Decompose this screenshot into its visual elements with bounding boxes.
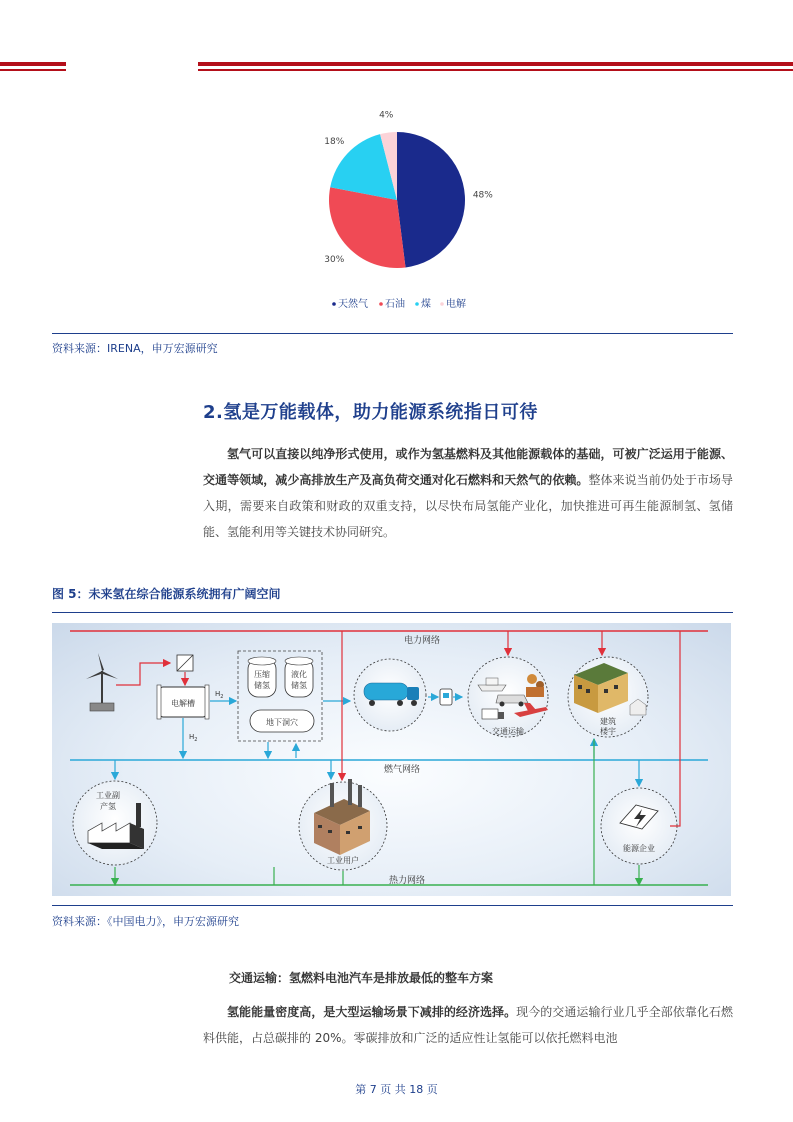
electrolyzer-label: 电解槽 (171, 699, 195, 708)
legend-label-3: 煤 (421, 299, 431, 310)
legend-label-4: 电解 (446, 299, 466, 310)
pie-label-4: 4% (379, 110, 394, 121)
legend-marker-4 (440, 302, 444, 306)
converter-icon (177, 655, 193, 671)
pie-label-2: 30% (324, 254, 345, 265)
compressed-label-2: 储氢 (254, 681, 270, 690)
gas-grid-label: 燃气网络 (384, 765, 421, 775)
paragraph-hydrogen-carrier (203, 441, 733, 545)
underground-label: 地下洞穴 (266, 718, 298, 727)
legend-label-1: 天然气 (338, 299, 368, 310)
hydrogen-tanker-circle (354, 659, 426, 731)
byproduct-label-1: 工业副 (96, 791, 120, 800)
pie-slice-1 (397, 132, 465, 267)
industrial-user-circle (299, 779, 387, 870)
rule-2 (52, 612, 733, 613)
heat-grid-label: 热力网络 (389, 876, 426, 886)
source-irena: 资料来源：IRENA，申万宏源研究 (52, 342, 218, 355)
hydrogen-storage-group (238, 651, 322, 741)
legend-label-2: 石油 (385, 299, 405, 310)
section-heading: 2.氢是万能载体，助力能源系统指日可待 (203, 402, 538, 423)
pie-label-1: 48% (472, 190, 493, 201)
rule-3 (52, 905, 733, 906)
pie-label-3: 18% (324, 137, 345, 148)
wind-turbine-icon (86, 653, 118, 711)
power-grid-label: 电力网络 (404, 636, 441, 646)
source-china-power: 资料来源：《中国电力》，申万宏源研究 (52, 915, 239, 928)
underground-cavern (250, 710, 314, 732)
industrial-user-label: 工业用户 (327, 856, 359, 865)
legend-marker-3 (415, 302, 419, 306)
liquefied-storage-tank (285, 657, 313, 697)
building-circle (568, 657, 648, 737)
liquefied-label-1: 液化 (291, 670, 307, 679)
paragraph2-normal: 现今的交通运输行业几乎全部依靠化石燃料供能，占总碳排的 20%。零碳排放和广泛的适应性让氢能可以依托燃料电池 (203, 1005, 733, 1045)
h2-label-side: $H_2$ (189, 733, 198, 743)
legend-marker-2 (379, 302, 383, 306)
transport-circle (468, 657, 548, 737)
fuel-pump-icon (440, 689, 452, 705)
paragraph-bold: 氢气可以直接以纯净形式使用，或作为氢基燃料及其他能源载体的基础，可被广泛运用于能源、交通等领域，减少高排放生产及高负荷交通对化石燃料和天然气的依赖。 (203, 447, 733, 487)
energy-system-diagram (52, 623, 731, 896)
industrial-byproduct-circle (73, 781, 157, 865)
figure-title: 图 5：未来氢在综合能源系统拥有广阔空间 (52, 587, 281, 601)
electrolyzer-icon (157, 685, 209, 719)
pie-chart (310, 110, 500, 320)
compressed-label-1: 压缩 (254, 670, 270, 679)
transport-label: 交通运输 (492, 727, 524, 736)
paragraph-transport (203, 999, 733, 1051)
liquefied-label-2: 储氢 (291, 681, 307, 690)
byproduct-label-2: 产氢 (100, 802, 116, 811)
legend-marker-1 (332, 302, 336, 306)
building-label-2: 楼宇 (600, 727, 616, 736)
diagram-svg (52, 623, 731, 896)
rule-1 (52, 333, 733, 334)
compressed-storage-tank (248, 657, 276, 697)
paragraph2-bold: 氢能能量密度高，是大型运输场景下减排的经济选择。 (227, 1005, 517, 1019)
building-label-1: 建筑 (600, 717, 616, 726)
header-bar-right (198, 62, 793, 72)
h2-label-top: $H_2$ (215, 690, 224, 700)
subheading-transport: 交通运输：氢燃料电池汽车是排放最低的整车方案 (229, 971, 494, 985)
energy-company-circle (601, 788, 677, 864)
page-footer: 第 7 页 共 18 页 (355, 1083, 438, 1096)
pie-chart-svg (310, 110, 500, 320)
energy-company-label: 能源企业 (623, 844, 655, 853)
paragraph-normal: 整体来说当前仍处于市场导入期，需要来自政策和财政的双重支持，以尽快布局氢能产业化，加快推进可再生能源制氢、氢储能、氢能利用等关键技术协同研究。 (203, 473, 733, 539)
header-bar-left (0, 62, 66, 72)
